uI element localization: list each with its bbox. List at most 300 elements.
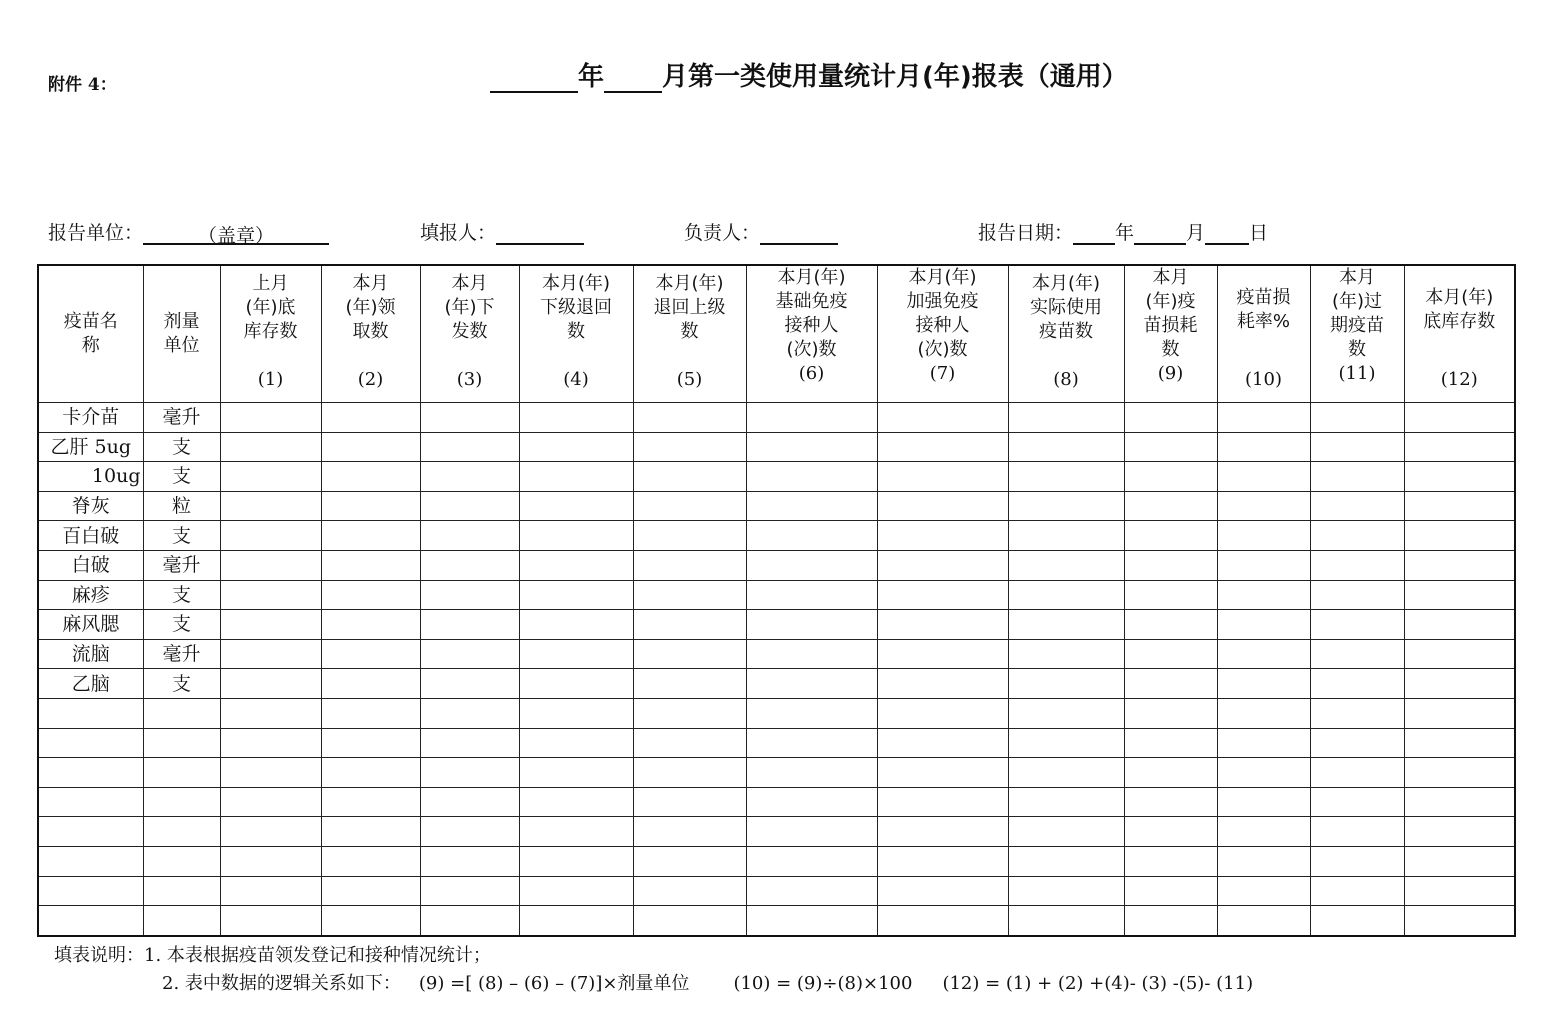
data-cell[interactable] — [220, 876, 321, 906]
data-cell[interactable] — [1008, 876, 1124, 906]
dose-unit-cell[interactable]: 支 — [143, 669, 220, 699]
report-unit-field[interactable] — [143, 221, 329, 245]
data-cell[interactable] — [1124, 550, 1217, 580]
data-cell[interactable] — [1124, 728, 1217, 758]
data-cell[interactable] — [1124, 876, 1217, 906]
data-cell[interactable] — [877, 876, 1008, 906]
data-cell[interactable] — [877, 580, 1008, 610]
data-cell[interactable] — [1404, 610, 1515, 640]
table-row — [38, 846, 1515, 876]
col-header-3: 本月 (年)下 发数 (3) — [420, 265, 519, 403]
table-row — [38, 876, 1515, 906]
data-cell[interactable] — [1124, 462, 1217, 492]
data-cell[interactable] — [220, 462, 321, 492]
data-cell[interactable] — [1217, 580, 1310, 610]
data-cell[interactable] — [877, 846, 1008, 876]
table-row — [38, 758, 1515, 788]
vaccine-name-cell[interactable]: 乙脑 — [38, 669, 143, 699]
data-cell[interactable] — [1124, 817, 1217, 847]
data-cell[interactable] — [321, 906, 420, 936]
date-year-field[interactable] — [1073, 221, 1115, 245]
notes-label: 填表说明： — [54, 945, 144, 966]
data-cell[interactable] — [321, 728, 420, 758]
data-cell[interactable] — [1124, 521, 1217, 551]
data-cell[interactable] — [1217, 432, 1310, 462]
data-cell[interactable] — [877, 698, 1008, 728]
data-cell[interactable] — [1008, 728, 1124, 758]
data-cell[interactable] — [519, 550, 633, 580]
data-cell[interactable] — [746, 876, 877, 906]
data-cell[interactable] — [633, 432, 746, 462]
data-cell[interactable] — [1310, 610, 1404, 640]
data-cell[interactable] — [633, 462, 746, 492]
data-cell[interactable] — [746, 610, 877, 640]
data-cell[interactable] — [1310, 876, 1404, 906]
data-cell[interactable] — [746, 639, 877, 669]
data-cell[interactable] — [1124, 758, 1217, 788]
table-row — [38, 491, 1515, 521]
data-cell[interactable] — [633, 610, 746, 640]
notes-line-2: 2. 表中数据的逻辑关系如下： — [162, 973, 401, 994]
dose-unit-cell[interactable]: 支 — [143, 521, 220, 551]
formula-10: (10) = (9)÷(8)×100 — [733, 973, 913, 994]
data-cell[interactable] — [746, 550, 877, 580]
col-header-8: 本月(年) 实际使用 疫苗数 (8) — [1008, 265, 1124, 403]
data-cell[interactable] — [1404, 787, 1515, 817]
data-cell[interactable] — [746, 491, 877, 521]
data-cell[interactable] — [38, 787, 143, 817]
col-header-vaccine-name: 疫苗名 称 — [38, 265, 143, 403]
data-cell[interactable] — [877, 550, 1008, 580]
data-cell[interactable] — [420, 432, 519, 462]
data-cell[interactable] — [1404, 639, 1515, 669]
data-cell[interactable] — [1217, 521, 1310, 551]
data-cell[interactable] — [1310, 550, 1404, 580]
formula-12: (12) = (1) + (2) +(4)- (3) -(5)- (11) — [942, 973, 1254, 994]
data-cell[interactable] — [143, 817, 220, 847]
data-cell[interactable] — [321, 550, 420, 580]
data-cell[interactable] — [746, 846, 877, 876]
data-cell[interactable] — [420, 906, 519, 936]
data-cell[interactable] — [38, 758, 143, 788]
data-cell[interactable] — [633, 580, 746, 610]
data-cell[interactable] — [519, 432, 633, 462]
data-cell[interactable] — [1217, 491, 1310, 521]
data-cell[interactable] — [143, 846, 220, 876]
data-cell[interactable] — [321, 639, 420, 669]
data-cell[interactable] — [1217, 906, 1310, 936]
vaccine-usage-table — [37, 264, 1516, 937]
data-cell[interactable] — [746, 787, 877, 817]
data-cell[interactable] — [1124, 846, 1217, 876]
data-cell[interactable] — [1310, 906, 1404, 936]
data-cell[interactable] — [220, 698, 321, 728]
data-cell[interactable] — [1008, 491, 1124, 521]
data-cell[interactable] — [220, 758, 321, 788]
data-cell[interactable] — [877, 758, 1008, 788]
data-cell[interactable] — [877, 403, 1008, 433]
data-cell[interactable] — [519, 728, 633, 758]
formula-9: (9) =[ (8) – (6) – (7)]×剂量单位 — [418, 973, 690, 994]
date-day-field[interactable] — [1205, 221, 1249, 245]
data-cell[interactable] — [1217, 876, 1310, 906]
data-cell[interactable] — [420, 610, 519, 640]
table-row — [38, 550, 1515, 580]
data-cell[interactable] — [220, 817, 321, 847]
vaccine-name-cell[interactable]: 麻疹 — [38, 580, 143, 610]
data-cell[interactable] — [1008, 432, 1124, 462]
data-cell[interactable] — [746, 462, 877, 492]
date-month-text: 月 — [1186, 222, 1206, 244]
data-cell[interactable] — [38, 728, 143, 758]
data-cell[interactable] — [746, 669, 877, 699]
data-cell[interactable] — [420, 846, 519, 876]
data-cell[interactable] — [877, 817, 1008, 847]
data-cell[interactable] — [420, 462, 519, 492]
data-cell[interactable] — [519, 491, 633, 521]
page-title — [490, 56, 1128, 93]
table-row — [38, 906, 1515, 936]
data-cell[interactable] — [420, 817, 519, 847]
data-cell[interactable] — [420, 698, 519, 728]
data-cell[interactable] — [633, 698, 746, 728]
report-unit — [48, 218, 329, 245]
data-cell[interactable] — [321, 610, 420, 640]
data-cell[interactable] — [633, 787, 746, 817]
data-cell[interactable] — [1404, 817, 1515, 847]
data-cell[interactable] — [877, 521, 1008, 551]
data-cell[interactable] — [321, 876, 420, 906]
data-cell[interactable] — [38, 698, 143, 728]
data-cell[interactable] — [321, 787, 420, 817]
data-cell[interactable] — [877, 787, 1008, 817]
data-cell[interactable] — [38, 876, 143, 906]
data-cell[interactable] — [519, 876, 633, 906]
data-cell[interactable] — [1124, 580, 1217, 610]
data-cell[interactable] — [1008, 639, 1124, 669]
data-cell[interactable] — [1008, 817, 1124, 847]
col-header-12: 本月(年) 底库存数 (12) — [1404, 265, 1515, 403]
data-cell[interactable] — [1217, 817, 1310, 847]
data-cell[interactable] — [1404, 758, 1515, 788]
data-cell[interactable] — [1310, 698, 1404, 728]
data-cell[interactable] — [1217, 462, 1310, 492]
data-cell[interactable] — [1310, 787, 1404, 817]
data-cell[interactable] — [519, 639, 633, 669]
data-cell[interactable] — [143, 728, 220, 758]
data-cell[interactable] — [1217, 610, 1310, 640]
data-cell[interactable] — [1217, 728, 1310, 758]
data-cell[interactable] — [1008, 403, 1124, 433]
data-cell[interactable] — [1310, 758, 1404, 788]
vaccine-name-cell[interactable]: 乙肝 5ug — [38, 432, 143, 462]
data-cell[interactable] — [143, 787, 220, 817]
data-cell[interactable] — [1404, 403, 1515, 433]
data-cell[interactable] — [1008, 669, 1124, 699]
data-cell[interactable] — [633, 521, 746, 551]
data-cell[interactable] — [633, 669, 746, 699]
data-cell[interactable] — [877, 906, 1008, 936]
data-cell[interactable] — [1217, 787, 1310, 817]
title-year-text: 年 — [578, 62, 605, 92]
data-cell[interactable] — [220, 906, 321, 936]
filler-label: 填报人： — [420, 222, 497, 244]
data-cell[interactable] — [1008, 846, 1124, 876]
data-cell[interactable] — [1217, 846, 1310, 876]
data-cell[interactable] — [1310, 639, 1404, 669]
data-cell[interactable] — [877, 491, 1008, 521]
data-cell[interactable] — [1404, 669, 1515, 699]
data-cell[interactable] — [1008, 758, 1124, 788]
fill-instructions — [54, 942, 1253, 998]
data-cell[interactable] — [746, 906, 877, 936]
data-cell[interactable] — [38, 846, 143, 876]
responsible — [684, 218, 838, 245]
data-cell[interactable] — [1310, 846, 1404, 876]
data-cell[interactable] — [321, 817, 420, 847]
data-cell[interactable] — [143, 906, 220, 936]
data-cell[interactable] — [1124, 639, 1217, 669]
data-cell[interactable] — [220, 521, 321, 551]
data-cell[interactable] — [1310, 462, 1404, 492]
data-cell[interactable] — [1404, 906, 1515, 936]
data-cell[interactable] — [1008, 698, 1124, 728]
responsible-field[interactable] — [760, 221, 838, 245]
data-cell[interactable] — [1124, 403, 1217, 433]
month-blank[interactable] — [604, 65, 662, 93]
data-cell[interactable] — [519, 817, 633, 847]
data-cell[interactable] — [220, 403, 321, 433]
data-cell[interactable] — [1124, 906, 1217, 936]
data-cell[interactable] — [633, 639, 746, 669]
data-cell[interactable] — [746, 817, 877, 847]
data-cell[interactable] — [220, 787, 321, 817]
col-header-10: 疫苗损 耗率% (10) — [1217, 265, 1310, 403]
data-cell[interactable] — [143, 698, 220, 728]
table-row — [38, 728, 1515, 758]
col-header-5: 本月(年) 退回上级 数 (5) — [633, 265, 746, 403]
data-cell[interactable] — [1124, 610, 1217, 640]
data-cell[interactable] — [420, 521, 519, 551]
dose-unit-cell[interactable]: 支 — [143, 580, 220, 610]
dose-unit-cell[interactable]: 支 — [143, 432, 220, 462]
data-cell[interactable] — [1124, 698, 1217, 728]
data-cell[interactable] — [633, 728, 746, 758]
data-cell[interactable] — [519, 846, 633, 876]
data-cell[interactable] — [633, 817, 746, 847]
data-cell[interactable] — [633, 876, 746, 906]
data-cell[interactable] — [633, 846, 746, 876]
data-cell[interactable] — [519, 669, 633, 699]
data-cell[interactable] — [1310, 817, 1404, 847]
table-row — [38, 432, 1515, 462]
data-cell[interactable] — [220, 491, 321, 521]
data-cell[interactable] — [1404, 462, 1515, 492]
data-cell[interactable] — [1404, 580, 1515, 610]
data-cell[interactable] — [1310, 521, 1404, 551]
data-cell[interactable] — [420, 580, 519, 610]
dose-unit-cell[interactable]: 毫升 — [143, 550, 220, 580]
data-cell[interactable] — [746, 521, 877, 551]
data-cell[interactable] — [1124, 432, 1217, 462]
data-cell[interactable] — [519, 610, 633, 640]
dose-unit-cell[interactable]: 支 — [143, 610, 220, 640]
data-cell[interactable] — [420, 491, 519, 521]
data-cell[interactable] — [877, 462, 1008, 492]
data-cell[interactable] — [519, 580, 633, 610]
data-cell[interactable] — [633, 403, 746, 433]
data-cell[interactable] — [220, 580, 321, 610]
table-row — [38, 462, 1515, 492]
data-cell[interactable] — [1008, 462, 1124, 492]
data-cell[interactable] — [1124, 491, 1217, 521]
data-cell[interactable] — [220, 846, 321, 876]
vaccine-name-cell[interactable]: 流脑 — [38, 639, 143, 669]
table-row — [38, 610, 1515, 640]
data-cell[interactable] — [1310, 580, 1404, 610]
data-cell[interactable] — [877, 610, 1008, 640]
data-cell[interactable] — [420, 876, 519, 906]
data-cell[interactable] — [1404, 432, 1515, 462]
table-row — [38, 403, 1515, 433]
data-cell[interactable] — [1008, 521, 1124, 551]
data-cell[interactable] — [321, 580, 420, 610]
data-cell[interactable] — [1217, 669, 1310, 699]
data-cell[interactable] — [321, 669, 420, 699]
data-cell[interactable] — [420, 758, 519, 788]
data-cell[interactable] — [321, 462, 420, 492]
vaccine-name-cell[interactable]: 白破 — [38, 550, 143, 580]
vaccine-name-cell[interactable]: 卡介苗 — [38, 403, 143, 433]
data-cell[interactable] — [519, 906, 633, 936]
vaccine-name-cell[interactable]: 百白破 — [38, 521, 143, 551]
data-cell[interactable] — [220, 432, 321, 462]
data-cell[interactable] — [321, 403, 420, 433]
data-cell[interactable] — [519, 462, 633, 492]
data-cell[interactable] — [519, 787, 633, 817]
data-cell[interactable] — [1310, 403, 1404, 433]
data-cell[interactable] — [519, 403, 633, 433]
year-blank[interactable] — [490, 65, 578, 93]
data-cell[interactable] — [1404, 846, 1515, 876]
data-cell[interactable] — [519, 521, 633, 551]
data-cell[interactable] — [220, 550, 321, 580]
data-cell[interactable] — [746, 728, 877, 758]
vaccine-name-cell[interactable]: 脊灰 — [38, 491, 143, 521]
dose-unit-cell[interactable]: 支 — [143, 462, 220, 492]
data-cell[interactable] — [1310, 728, 1404, 758]
col-header-1: 上月 (年)底 库存数 (1) — [220, 265, 321, 403]
col-header-4: 本月(年) 下级退回 数 (4) — [519, 265, 633, 403]
dose-unit-cell[interactable]: 毫升 — [143, 403, 220, 433]
data-cell[interactable] — [1124, 787, 1217, 817]
data-cell[interactable] — [321, 432, 420, 462]
data-cell[interactable] — [420, 403, 519, 433]
data-cell[interactable] — [420, 550, 519, 580]
data-cell[interactable] — [321, 521, 420, 551]
data-cell[interactable] — [1124, 669, 1217, 699]
data-cell[interactable] — [877, 432, 1008, 462]
data-cell[interactable] — [220, 728, 321, 758]
data-cell[interactable] — [420, 669, 519, 699]
vaccine-name-cell[interactable]: 麻风腮 — [38, 610, 143, 640]
data-cell[interactable] — [633, 758, 746, 788]
data-cell[interactable] — [746, 698, 877, 728]
data-cell[interactable] — [420, 639, 519, 669]
vaccine-name-cell[interactable]: 10ug — [38, 462, 143, 492]
col-header-dose-unit: 剂量 单位 — [143, 265, 220, 403]
data-cell[interactable] — [1310, 432, 1404, 462]
data-cell[interactable] — [1217, 403, 1310, 433]
report-date — [978, 218, 1268, 245]
data-cell[interactable] — [877, 669, 1008, 699]
data-cell[interactable] — [1310, 491, 1404, 521]
data-cell[interactable] — [1008, 610, 1124, 640]
data-cell[interactable] — [1217, 550, 1310, 580]
data-cell[interactable] — [143, 758, 220, 788]
data-cell[interactable] — [220, 669, 321, 699]
date-month-field[interactable] — [1134, 221, 1186, 245]
data-cell[interactable] — [746, 580, 877, 610]
data-cell[interactable] — [633, 906, 746, 936]
data-cell[interactable] — [746, 403, 877, 433]
data-cell[interactable] — [1008, 787, 1124, 817]
data-cell[interactable] — [1217, 758, 1310, 788]
data-cell[interactable] — [1404, 550, 1515, 580]
data-cell[interactable] — [746, 432, 877, 462]
data-cell[interactable] — [420, 728, 519, 758]
data-cell[interactable] — [1008, 550, 1124, 580]
data-cell[interactable] — [877, 639, 1008, 669]
filler-field[interactable] — [496, 221, 584, 245]
data-cell[interactable] — [633, 550, 746, 580]
data-cell[interactable] — [1217, 698, 1310, 728]
data-cell[interactable] — [420, 787, 519, 817]
data-cell[interactable] — [1217, 639, 1310, 669]
data-cell[interactable] — [38, 817, 143, 847]
data-cell[interactable] — [220, 610, 321, 640]
dose-unit-cell[interactable]: 粒 — [143, 491, 220, 521]
filler — [420, 218, 584, 245]
data-cell[interactable] — [1008, 906, 1124, 936]
data-cell[interactable] — [1008, 580, 1124, 610]
dose-unit-cell[interactable]: 毫升 — [143, 639, 220, 669]
data-cell[interactable] — [877, 728, 1008, 758]
data-cell[interactable] — [321, 846, 420, 876]
date-day-text: 日 — [1249, 222, 1269, 244]
data-cell[interactable] — [38, 906, 143, 936]
data-cell[interactable] — [220, 639, 321, 669]
data-cell[interactable] — [1404, 698, 1515, 728]
col-header-6: 本月(年) 基础免疫 接种人 (次)数 (6) — [746, 265, 877, 403]
data-cell[interactable] — [633, 491, 746, 521]
data-cell[interactable] — [143, 876, 220, 906]
data-cell[interactable] — [1404, 728, 1515, 758]
data-cell[interactable] — [321, 698, 420, 728]
data-cell[interactable] — [519, 758, 633, 788]
data-cell[interactable] — [1310, 669, 1404, 699]
date-year-text: 年 — [1115, 222, 1135, 244]
data-cell[interactable] — [321, 491, 420, 521]
data-cell[interactable] — [321, 758, 420, 788]
data-cell[interactable] — [1404, 521, 1515, 551]
col-header-7: 本月(年) 加强免疫 接种人 (次)数 (7) — [877, 265, 1008, 403]
table-row — [38, 787, 1515, 817]
data-cell[interactable] — [519, 698, 633, 728]
data-cell[interactable] — [1404, 876, 1515, 906]
data-cell[interactable] — [1404, 491, 1515, 521]
data-cell[interactable] — [746, 758, 877, 788]
